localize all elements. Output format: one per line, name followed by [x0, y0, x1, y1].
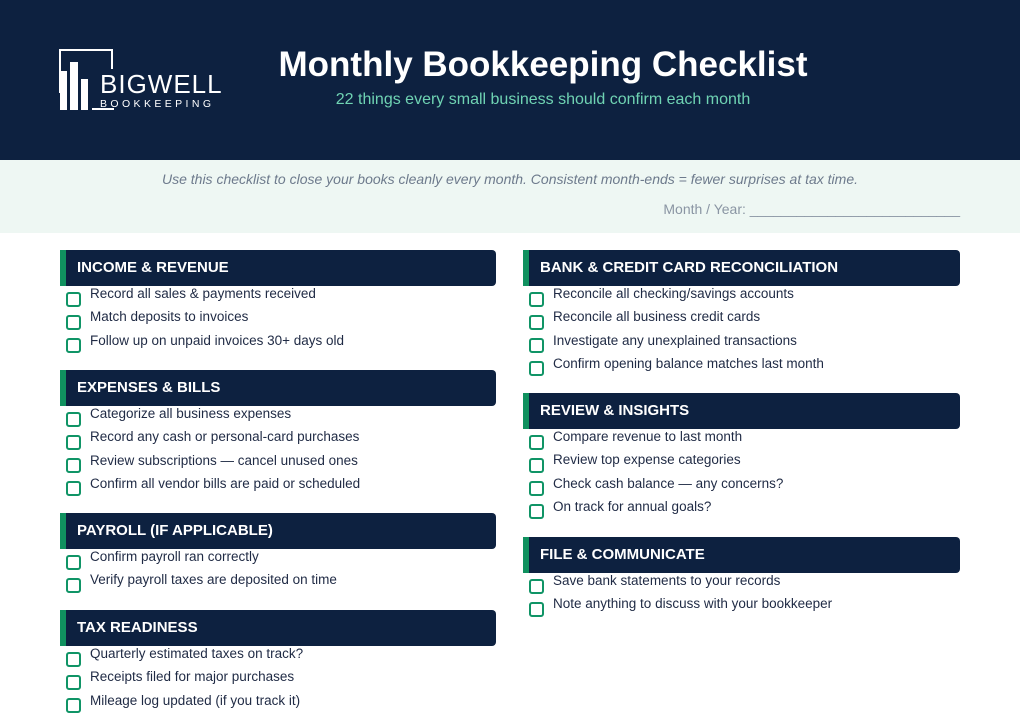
item-label: Match deposits to invoices — [90, 309, 249, 325]
item-label: Quarterly estimated taxes on track? — [90, 646, 304, 661]
checkbox-icon[interactable] — [529, 579, 544, 594]
page-subtitle: 22 things every small business should confirm each month — [335, 91, 751, 108]
checkbox-icon[interactable] — [66, 698, 81, 713]
checkbox-icon[interactable] — [529, 481, 544, 496]
checklist-item — [60, 333, 496, 356]
section-expenses-bills — [60, 370, 496, 499]
checkbox-icon[interactable] — [66, 578, 81, 593]
item-label: Reconcile all checking/savings accounts — [553, 286, 794, 301]
item-label: On track for annual goals? — [553, 498, 712, 514]
checklist-item — [523, 286, 960, 309]
logo-wordmark: BIGWELL — [100, 69, 223, 99]
item-label: Reconcile all business credit cards — [553, 309, 761, 325]
checklist — [60, 406, 496, 499]
checkbox-icon[interactable] — [529, 361, 544, 376]
item-label: Compare revenue to last month — [553, 429, 743, 444]
checklist-item — [60, 572, 496, 595]
checkbox-icon[interactable] — [66, 338, 81, 353]
item-label: Review subscriptions — cancel unused ones — [90, 452, 358, 468]
checklist-item — [60, 429, 496, 452]
checklist — [60, 286, 496, 356]
section-header — [60, 610, 496, 646]
checkbox-icon[interactable] — [66, 555, 81, 570]
checklist-item — [60, 549, 496, 572]
checkbox-icon[interactable] — [529, 292, 544, 307]
checkbox-icon[interactable] — [529, 315, 544, 330]
checkbox-icon[interactable] — [66, 675, 81, 690]
section-income-revenue — [60, 250, 496, 356]
checklist-item — [523, 452, 960, 475]
checkbox-icon[interactable] — [529, 504, 544, 519]
checklist-item — [523, 429, 960, 452]
section-title: TAX READINESS — [77, 619, 198, 636]
checklist-item — [523, 596, 960, 619]
checkbox-icon[interactable] — [66, 481, 81, 496]
section-header — [523, 393, 960, 429]
item-label: Record any cash or personal-card purchases — [90, 429, 360, 445]
item-label: Follow up on unpaid invoices 30+ days old — [90, 332, 345, 348]
checklist-item — [60, 476, 496, 499]
checklist-item — [523, 356, 960, 379]
section-file-communicate — [523, 537, 960, 620]
item-label: Review top expense categories — [553, 452, 741, 468]
checklist-item — [523, 573, 960, 596]
section-title: REVIEW & INSIGHTS — [540, 402, 690, 419]
section-title: EXPENSES & BILLS — [77, 379, 221, 396]
checklist-item — [523, 309, 960, 332]
section-header — [523, 250, 960, 286]
checkbox-icon[interactable] — [529, 435, 544, 450]
section-payroll — [60, 513, 496, 596]
item-label: Record all sales & payments received — [90, 286, 316, 301]
item-label: Verify payroll taxes are deposited on time — [90, 572, 337, 588]
checkbox-icon[interactable] — [66, 652, 81, 667]
checklist — [523, 286, 960, 379]
checklist-item — [523, 333, 960, 356]
section-title: FILE & COMMUNICATE — [540, 546, 705, 563]
section-title: BANK & CREDIT CARD RECONCILIATION — [540, 259, 839, 276]
section-header — [60, 513, 496, 549]
section-bank-reconciliation — [523, 250, 960, 379]
checklist — [523, 429, 960, 522]
checkbox-icon[interactable] — [66, 458, 81, 473]
checklist-item — [60, 406, 496, 429]
checklist-item — [523, 499, 960, 522]
item-label: Investigate any unexplained transactions — [553, 332, 797, 348]
section-header — [523, 537, 960, 573]
item-label: Receipts filed for major purchases — [90, 669, 295, 685]
checklist-item — [60, 286, 496, 309]
intro-band — [0, 160, 1020, 233]
item-label: Confirm payroll ran correctly — [90, 549, 259, 564]
item-label: Check cash balance — any concerns? — [553, 475, 784, 491]
checklist-item — [60, 646, 496, 669]
item-label: Confirm opening balance matches last month — [553, 355, 824, 371]
checkbox-icon[interactable] — [529, 602, 544, 617]
checklist — [60, 646, 496, 716]
item-label: Confirm all vendor bills are paid or scheduled — [90, 475, 361, 491]
section-header — [60, 250, 496, 286]
item-label: Mileage log updated (if you track it) — [90, 692, 301, 708]
section-tax-readiness — [60, 610, 496, 716]
section-title: PAYROLL (IF APPLICABLE) — [77, 522, 273, 539]
logo-tagline: BOOKKEEPING — [100, 98, 215, 110]
checklist-item — [523, 476, 960, 499]
intro-note: Use this checklist to close your books cleanly every month. Consistent month-ends = fewer surprises at tax time. — [161, 171, 859, 187]
section-title: INCOME & REVENUE — [77, 259, 229, 276]
checkbox-icon[interactable] — [529, 338, 544, 353]
item-label: Categorize all business expenses — [90, 406, 292, 421]
section-header — [60, 370, 496, 406]
page-title: Monthly Bookkeeping Checklist — [278, 45, 808, 84]
item-label: Note anything to discuss with your bookkeeper — [553, 596, 833, 612]
checklist — [60, 549, 496, 596]
checklist-item — [60, 693, 496, 716]
checklist-item — [60, 453, 496, 476]
checklist-item — [60, 669, 496, 692]
checkbox-icon[interactable] — [66, 315, 81, 330]
item-label: Save bank statements to your records — [553, 573, 781, 588]
checkbox-icon[interactable] — [66, 292, 81, 307]
checkbox-icon[interactable] — [66, 412, 81, 427]
checklist — [523, 573, 960, 620]
checkbox-icon[interactable] — [66, 435, 81, 450]
checklist-item — [60, 309, 496, 332]
section-review-insights — [523, 393, 960, 522]
checkbox-icon[interactable] — [529, 458, 544, 473]
month-year-field[interactable]: Month / Year: ___________________________ — [663, 201, 960, 217]
header-banner — [0, 0, 1020, 160]
